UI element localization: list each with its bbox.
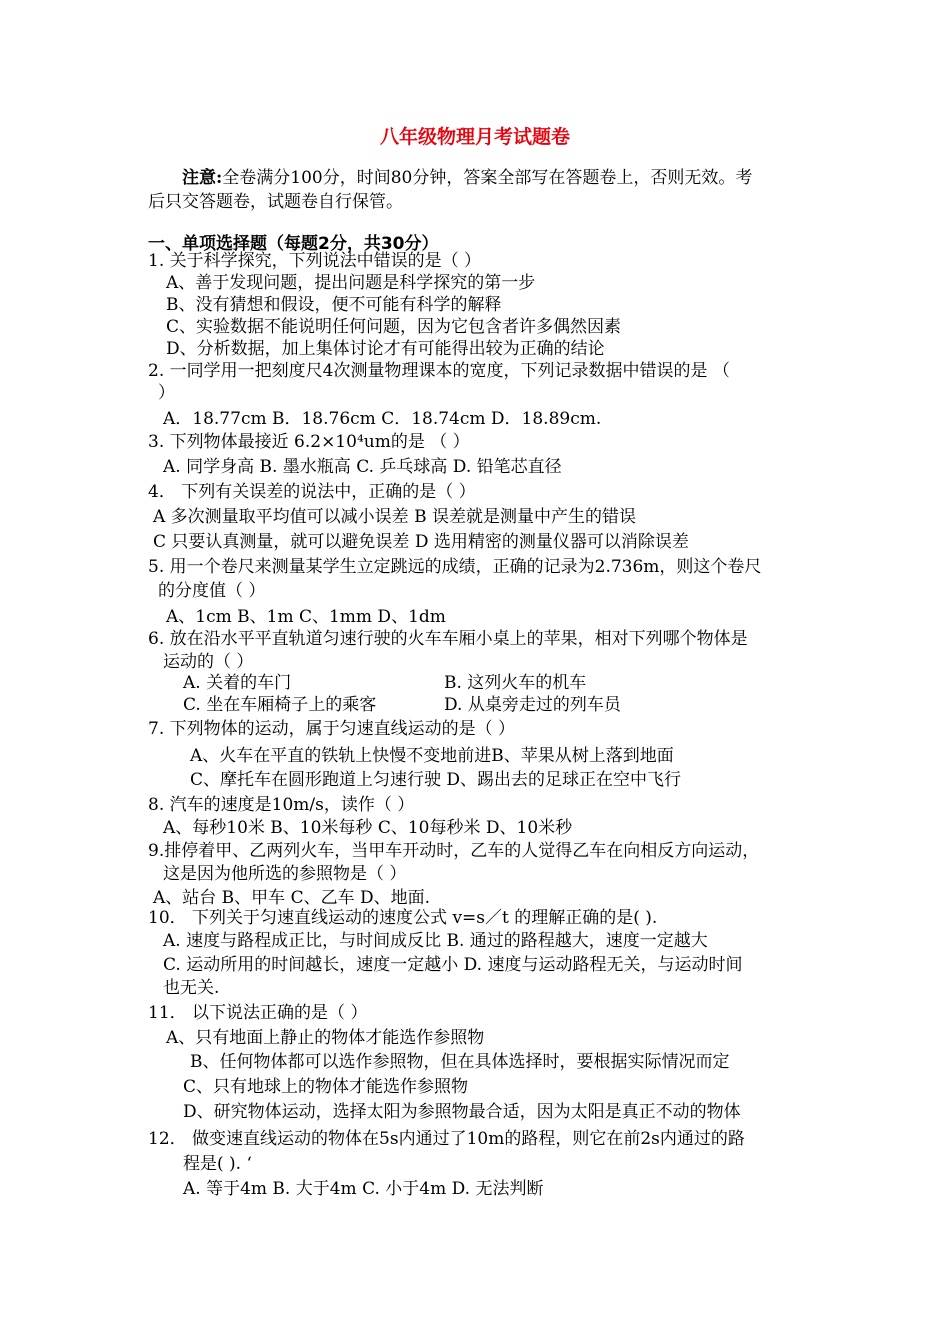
question-3: 3. 下列物体最接近 6.2×10⁴um的是 （ ） (148, 432, 470, 452)
q11-option-d: D、研究物体运动，选择太阳为参照物最合适，因为太阳是真正不动的物体 (183, 1102, 741, 1122)
q11-option-a: A、只有地面上静止的物体才能选作参照物 (166, 1028, 485, 1048)
section-heading: 一、单项选择题（每题2分，共30分） (148, 234, 439, 254)
question-10: 10． 下列关于匀速直线运动的速度公式 v=s／t 的理解正确的是( ). (148, 908, 658, 928)
q11-option-c: C、只有地球上的物体才能选作参照物 (183, 1077, 469, 1097)
q6-option-c: C. 坐在车厢椅子上的乘客 (183, 695, 377, 715)
q10-option-d-cont: 也无关. (163, 978, 220, 998)
question-12: 12． 做变速直线运动的物体在5s内通过了10m的路程，则它在前2s内通过的路 (148, 1129, 745, 1149)
notice-lead: 注意: (182, 168, 223, 188)
question-12-cont: 程是( ). ‘ (183, 1154, 252, 1174)
q1-option-d: D、分析数据，加上集体讨论才有可能得出较为正确的结论 (166, 339, 605, 359)
q6-option-a: A. 关着的车门 (183, 673, 292, 693)
question-9: 9.排停着甲、乙两列火车，当甲车开动时，乙车的人觉得乙车在向相反方向运动， (148, 841, 760, 861)
question-9-cont: 这是因为他所选的参照物是（ ） (163, 864, 407, 884)
notice-paragraph (148, 166, 813, 214)
question-5: 5. 用一个卷尺来测量某学生立定跳远的成绩，正确的记录为2.736m，则这个卷尺 (148, 557, 762, 577)
q7-options-cd: C、摩托车在圆形跑道上匀速行驶 D、踢出去的足球正在空中飞行 (190, 770, 682, 790)
question-4: 4． 下列有关误差的说法中，正确的是（ ） (148, 482, 476, 502)
question-8: 8. 汽车的速度是10m/s，读作（ ） (148, 795, 415, 815)
q1-option-b: B、没有猜想和假设，便不可能有科学的解释 (166, 295, 502, 315)
question-6: 6. 放在沿水平平直轨道匀速行驶的火车车厢小桌上的苹果，相对下列哪个物体是 (148, 629, 748, 649)
q7-options-ab: A、火车在平直的铁轨上快慢不变地前进B、苹果从树上落到地面 (190, 746, 674, 766)
question-5-cont: 的分度值（ ） (158, 581, 266, 601)
q1-option-c: C、实验数据不能说明任何问题，因为它包含者许多偶然因素 (166, 317, 622, 337)
question-7: 7. 下列物体的运动，属于匀速直线运动的是（ ） (148, 719, 516, 739)
q1-option-a: A、善于发现问题，提出问题是科学探究的第一步 (166, 273, 536, 293)
page-title: 八年级物理月考试题卷 (379, 126, 570, 148)
question-11: 11． 以下说法正确的是（ ） (148, 1003, 368, 1023)
q3-options: A. 同学身高 B. 墨水瓶高 C. 乒乓球高 D. 铅笔芯直径 (163, 457, 562, 477)
q11-option-b: B、任何物体都可以选作参照物，但在具体选择时，要根据实际情况而定 (190, 1052, 730, 1072)
q10-options-ab: A. 速度与路程成正比，与时间成反比 B. 通过的路程越大，速度一定越大 (163, 931, 708, 951)
q4-options-ab: A 多次测量取平均值可以减小误差 B 误差就是测量中产生的错误 (153, 507, 636, 527)
q6-option-d: D. 从桌旁走过的列车员 (444, 695, 621, 715)
q9-options: A、站台 B、甲车 C、乙车 D、地面. (153, 888, 431, 908)
notice-line2: 后只交答题卷，试题卷自行保管。 (148, 192, 403, 212)
notice-line1: 全卷满分100分，时间80分钟，答案全部写在答题卷上，否则无效。考 (222, 168, 753, 188)
q12-options: A. 等于4m B. 大于4m C. 小于4m D. 无法判断 (183, 1179, 544, 1199)
question-2: 2. 一同学用一把刻度尺4次测量物理课本的宽度，下列记录数据中错误的是 （ (148, 361, 730, 381)
q2-options: A．18.77cm B．18.76cm C．18.74cm D．18.89cm. (163, 409, 602, 429)
question-1: 1. 关于科学探究，下列说法中错误的是（ ） (148, 251, 482, 271)
q10-options-cd: C. 运动所用的时间越长，速度一定越小 D. 速度与运动路程无关，与运动时间 (163, 955, 743, 975)
q6-option-b: B. 这列火车的机车 (444, 673, 587, 693)
q8-options: A、每秒10米 B、10米每秒 C、10每秒米 D、10米秒 (163, 818, 573, 838)
question-2-cont: ） (158, 383, 175, 403)
q4-options-cd: C 只要认真测量，就可以避免误差 D 选用精密的测量仪器可以消除误差 (153, 532, 689, 552)
q5-options: A、1cm B、1m C、1mm D、1dm (166, 607, 446, 627)
question-6-cont: 运动的（ ） (163, 652, 254, 672)
